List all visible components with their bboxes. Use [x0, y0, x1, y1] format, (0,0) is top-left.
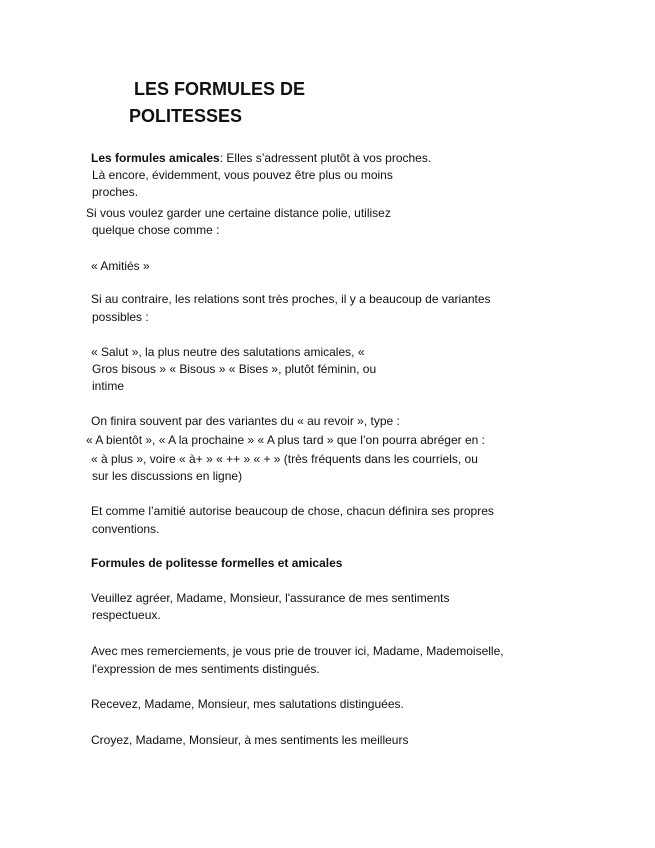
- finira-line-3: « à plus », voire « à+ » « ++ » « + » (très fréquents dans les courriels, ou: [91, 452, 478, 466]
- contraire-line-2: possibles :: [92, 310, 149, 324]
- amicales-label: Les formules amicales: [91, 151, 220, 165]
- finira-line-4: sur les discussions en ligne): [92, 469, 243, 483]
- salut-line-3: intime: [92, 379, 125, 393]
- contraire-line-1: Si au contraire, les relations sont très proches, il y a beaucoup de variantes: [91, 292, 491, 306]
- amitie-line-1: Et comme l’amitié autorise beaucoup de chose, chacun définira ses propres: [91, 504, 494, 518]
- amicales-line-3: proches.: [92, 185, 139, 199]
- amities-formula: « Amitiés »: [91, 259, 150, 273]
- page-title-line-2: POLITESSES: [129, 106, 243, 126]
- formule-1-line-1: Veuillez agréer, Madame, Monsieur, l'assurance de mes sentiments: [91, 591, 450, 605]
- finira-line-1: On finira souvent par des variantes du « au revoir », type :: [91, 414, 400, 428]
- salut-line-2: Gros bisous » « Bisous » « Bises », plutôt féminin, ou: [92, 362, 377, 376]
- finira-line-2: « A bientôt », « A la prochaine » « A plus tard » que l’on pourra abréger en :: [86, 433, 485, 447]
- amicales-intro: [91, 150, 431, 166]
- formule-4: Croyez, Madame, Monsieur, à mes sentiments les meilleurs: [91, 733, 409, 747]
- distance-line-1: Si vous voulez garder une certaine distance polie, utilisez: [86, 206, 391, 220]
- amicales-line-2: Là encore, évidemment, vous pouvez être plus ou moins: [92, 168, 393, 182]
- page-title-line-1: LES FORMULES DE: [134, 79, 306, 99]
- formule-3: Recevez, Madame, Monsieur, mes salutations distinguées.: [91, 697, 404, 711]
- formule-1-line-2: respectueux.: [92, 608, 161, 622]
- amicales-intro-text: : Elles s’adressent plutôt à vos proches.: [219, 151, 432, 165]
- salut-line-1: « Salut », la plus neutre des salutations amicales, «: [91, 345, 365, 359]
- formule-2-line-2: l'expression de mes sentiments distingués.: [92, 662, 320, 676]
- formelles-heading: Formules de politesse formelles et amicales: [91, 556, 343, 570]
- amitie-line-2: conventions.: [92, 522, 160, 536]
- formule-2-line-1: Avec mes remerciements, je vous prie de trouver ici, Madame, Mademoiselle,: [91, 644, 504, 658]
- distance-line-2: quelque chose comme :: [92, 223, 220, 237]
